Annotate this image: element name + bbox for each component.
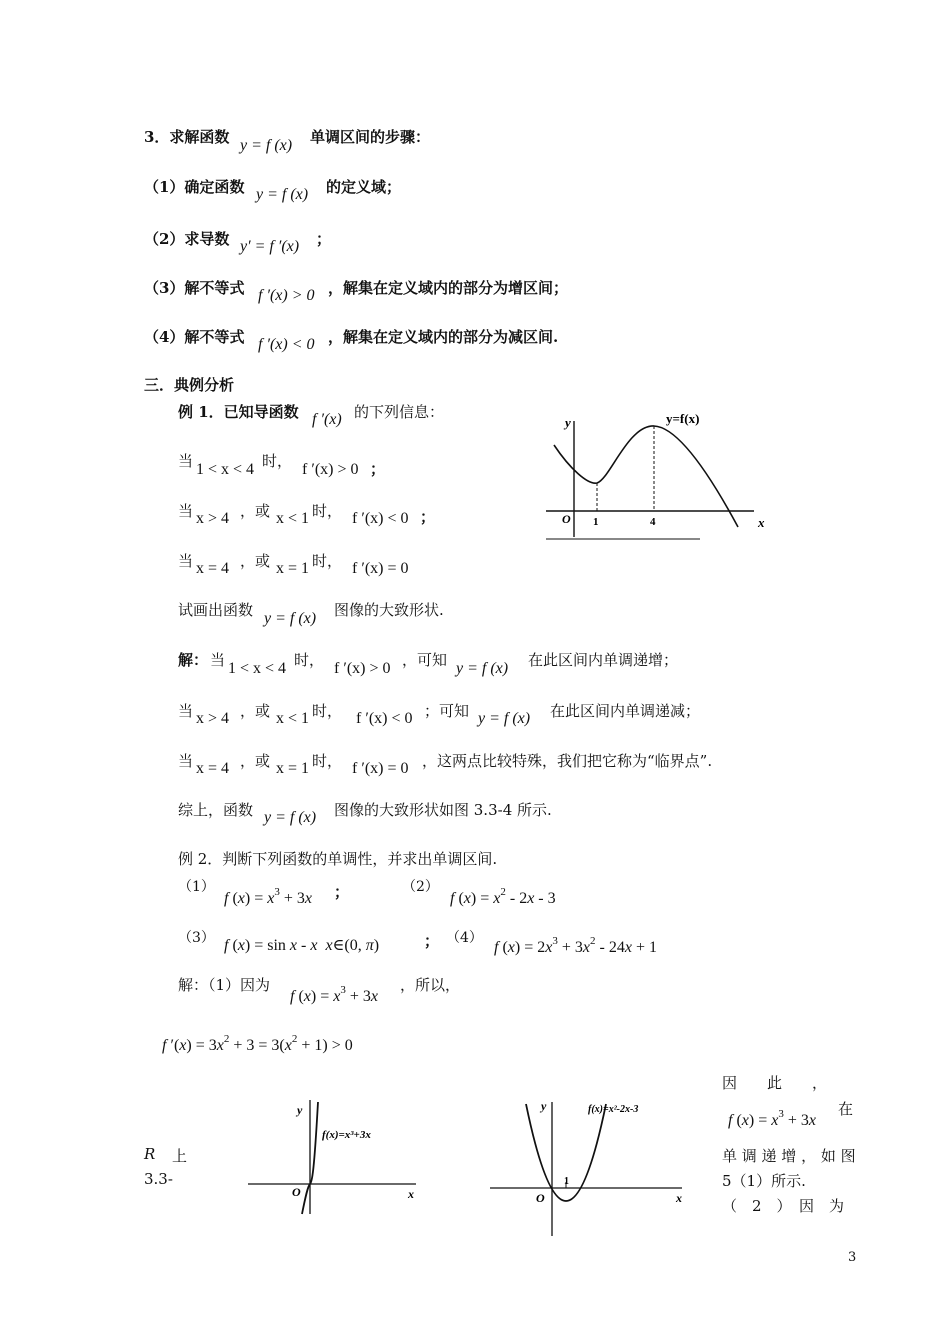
ex1-solution-label: 解： [178,651,209,669]
ex1-sol1-shi: 时， [294,651,325,669]
step3-formula: f ′(x) > 0 [258,287,315,304]
ex1-c2-or: ，或 [240,502,271,520]
ex1-c2-end: ； [420,508,436,526]
ex1-c3-shi: 时， [312,552,343,570]
ex1-sol3-or: ，或 [240,752,271,770]
ex2-p2-num: （2） [402,879,439,895]
ex1-sol3-cond2: x = 1 [276,760,310,777]
ex1-sol3-post: ，这两点比较特殊，我们把它称为“临界点”. [422,752,713,770]
ex1-sol1-formula: y = f (x) [456,660,509,677]
ex2-left-fig: 3.3- [144,1170,173,1188]
fig3-x-label: x [676,1191,682,1205]
ex1-c3-cond2: x = 1 [276,560,310,577]
ex2-right-line5: （ 2 ） 因 为 [722,1197,845,1215]
fig1-curve [554,426,738,527]
ex1-c2-cond2: x < 1 [276,510,310,527]
ex1-c3-res: f ′(x) = 0 [352,560,409,577]
ex1-c3-cond1: x = 4 [196,560,230,577]
ex2-p3-end: ； [424,932,440,950]
ex2-p3-formula: f (x) = sin x - x x∈(0, π) [224,937,380,954]
ex1-sol3-cond1: x = 4 [196,760,230,777]
ex1-sol2-shi: 时， [312,702,343,720]
ex1-sol2-cond1: x > 4 [196,710,230,727]
step1-suffix: 的定义域； [326,178,402,196]
step3-suffix: ，解集在定义域内的部分为增区间； [328,279,569,297]
ex1-task-formula: y = f (x) [264,610,317,627]
example1-intro-prefix: 例 1．已知导函数 [178,403,299,421]
ex1-sol3-shi: 时， [312,752,343,770]
ex1-sol1-cond: 1 < x < 4 [228,660,287,677]
ex1-c1-end: ； [370,460,386,478]
ex2-solution-formula: f $(x) = x^3 + 3x$ [290,984,378,1005]
ex2-p4-formula: f $(x) = 2x^3 + 3x^2 - 24x + 1$ [494,935,657,956]
section-heading-examples: 三．典例分析 [144,376,235,394]
ex1-sol3-when: 当 [178,752,194,770]
ex1-summary-prefix: 综上，函数 [178,801,254,819]
ex2-solution-prefix: 解：（1）因为 [178,976,271,994]
fig2-x-label: x [408,1187,414,1201]
section3-title-prefix: 3．求解函数 [144,128,230,146]
ex2-right-formula: f $(x) = x^3 + 3x$ [728,1108,816,1129]
fig1-origin: O [562,512,571,526]
fig1-curve-label: y=f(x) [666,411,700,426]
ex2-left-R: R [144,1145,156,1163]
ex2-p4-num: （4） [446,930,483,946]
section3-title-suffix: 单调区间的步骤： [310,128,431,146]
ex1-sol1-when: 当 [210,651,226,669]
ex2-right-zai: 在 [838,1100,854,1118]
step4-suffix: ，解集在定义域内的部分为减区间. [328,328,559,346]
ex1-sol2-or: ，或 [240,702,271,720]
fig2-y-label: y [297,1103,303,1117]
fig2-curve-label: f(x)=x³+3x [322,1129,371,1141]
example1-intro-formula: f ′(x) [312,411,342,428]
ex1-c1-cond: 1 < x < 4 [196,461,255,478]
fig1-y-label: y [565,415,571,430]
fig2-origin: O [292,1185,301,1199]
ex2-p2-formula: f $(x) = x^2 - 2x - 3$ [450,886,556,907]
figure-parabola [488,1098,688,1240]
ex1-c1-shi: 时， [262,452,293,470]
step1-formula: y = f (x) [256,186,309,203]
ex2-p1-end: ； [334,883,350,901]
ex1-sol2-post: 在此区间内单调递减； [550,702,701,720]
ex1-c2-shi: 时， [312,502,343,520]
ex1-c3-when: 当 [178,552,194,570]
page-number: 3 [848,1250,857,1265]
ex1-c1-res: f ′(x) > 0 [302,461,359,478]
step2-suffix: ； [316,230,332,248]
ex2-p3-num: （3） [178,930,215,946]
section3-title-formula: y = f (x) [240,137,293,154]
ex1-c2-res: f ′(x) < 0 [352,510,409,527]
ex1-task-suffix: 图像的大致形状. [334,601,444,619]
step4-prefix: （4）解不等式 [144,328,245,346]
step1-prefix: （1）确定函数 [144,178,245,196]
fig3-curve-label: f(x)=x²-2x-3 [588,1104,639,1115]
fig1-x-label: x [758,515,765,530]
ex1-sol1-know: ，可知 [402,651,448,669]
fig3-tick-1: 1 [564,1176,569,1187]
ex2-right-line3: 单 调 递 增 ， 如 图 [722,1147,856,1165]
fig3-y-label: y [541,1099,547,1113]
ex2-derivative: f $'(x) = 3x^2 + 3 = 3(x^2 + 1) > 0$ [162,1033,353,1054]
ex1-c1-when: 当 [178,452,194,470]
example2-intro: 例 2．判断下列函数的单调性，并求出单调区间. [178,850,498,868]
ex2-left-shang: 上 [172,1147,188,1165]
ex1-summary-suffix: 图像的大致形状如图 3.3-4 所示. [334,801,552,819]
ex1-sol1-res: f ′(x) > 0 [334,660,391,677]
figure-cubic [244,1098,424,1218]
ex2-p1-num: （1） [178,879,215,895]
ex1-sol2-cond2: x < 1 [276,710,310,727]
fig1-tick-1: 1 [593,516,599,528]
ex1-sol1-post: 在此区间内单调递增； [528,651,679,669]
ex1-sol2-res: f ′(x) < 0 [356,710,413,727]
ex2-right-line1: 因 此 ， [722,1074,828,1092]
step4-formula: f ′(x) < 0 [258,336,315,353]
ex1-sol2-when: 当 [178,702,194,720]
ex1-sol3-res: f ′(x) = 0 [352,760,409,777]
fig1-tick-4: 4 [650,516,656,528]
figure-3-3-4 [540,405,780,545]
ex1-sol2-know: ；可知 [424,702,470,720]
example1-intro-suffix: 的下列信息： [354,403,445,421]
ex1-c3-or: ，或 [240,552,271,570]
fig3-origin: O [536,1191,545,1205]
step2-prefix: （2）求导数 [144,230,230,248]
ex1-sol2-formula: y = f (x) [478,710,531,727]
ex1-summary-formula: y = f (x) [264,809,317,826]
ex2-solution-suffix: ，所以， [400,976,461,994]
step3-prefix: （3）解不等式 [144,279,245,297]
ex2-right-line4: 5（1）所示. [722,1172,806,1190]
ex2-p1-formula: f $(x) = x^3 + 3x$ [224,886,312,907]
ex1-c2-when: 当 [178,502,194,520]
ex1-c2-cond1: x > 4 [196,510,230,527]
ex1-task-prefix: 试画出函数 [178,601,254,619]
step2-formula: y′ = f ′(x) [240,238,300,255]
